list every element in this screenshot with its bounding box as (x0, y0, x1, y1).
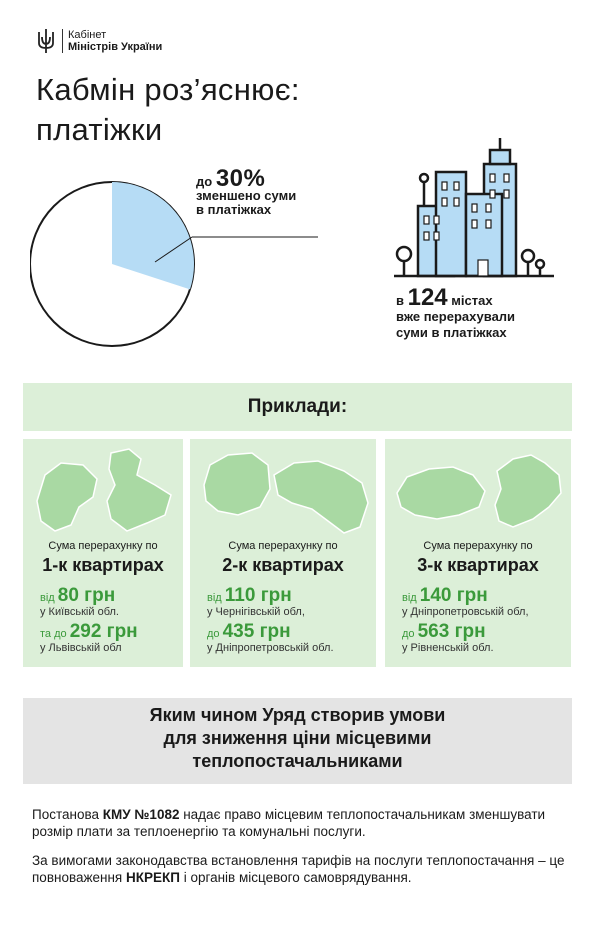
card-1-region-1: у Київській обл. (40, 606, 119, 618)
card-2-head: 2-к квартирах (222, 555, 344, 575)
cities-prefix: в (396, 293, 408, 308)
pie-prefix: до (196, 174, 216, 189)
card-1-amount-2 (40, 621, 138, 643)
card-2-amount-2 (207, 621, 291, 643)
card-1-amount-1 (40, 585, 115, 607)
pie-line2: в платіжках (196, 202, 272, 217)
title-line1: Кабмін роз’яснює: (36, 72, 300, 107)
pie-slice (112, 182, 194, 289)
paragraph-2-text-b: і органів місцевого самоврядування. (179, 870, 412, 885)
card-2-sub: Сума перерахунку по (228, 540, 338, 552)
card-2-amount-2-value: 435 грн (222, 621, 291, 642)
map-dnipro-rivne-icon (393, 445, 565, 537)
card-1-sub: Сума перерахунку по (48, 540, 158, 552)
example-card-2 (190, 439, 376, 667)
logo-text (62, 29, 162, 53)
paragraph-2-bold: НКРЕКП (126, 870, 180, 885)
cities-line3: суми в платіжках (396, 325, 507, 340)
pie-line1: зменшено суми (196, 188, 297, 203)
page-title (36, 70, 300, 150)
gov-line3: теплопостачальниками (192, 751, 403, 771)
city-buildings-icon (394, 136, 554, 278)
card-2-amount-2-prefix: до (207, 628, 223, 640)
logo-line2: Міністрів України (68, 41, 163, 53)
card-3-region-1: у Дніпропетровській обл, (402, 606, 529, 618)
cities-line2: вже перерахували (396, 309, 516, 324)
logo-line1: Кабінет (68, 29, 107, 41)
trident-icon (36, 28, 56, 54)
paragraph-2 (32, 852, 572, 886)
cities-value: 124 (407, 284, 448, 311)
card-1-head: 1-к квартирах (42, 555, 164, 575)
paragraph-1-text-b: надає право місцевим теплопостачальникам зменшувати розмір плати за теплоенергію та комунальні послуги. (32, 807, 546, 839)
card-2-amount-1 (207, 585, 292, 607)
map-kyiv-lviv-icon (31, 445, 175, 537)
card-3-region-2: у Рівненській обл. (402, 642, 494, 654)
logo (36, 28, 162, 54)
card-2-region-2: у Дніпропетровській обл. (207, 642, 334, 654)
gov-line2: для зниження ціни місцевими (163, 728, 432, 748)
examples-banner: Приклади: (23, 383, 572, 431)
card-2-amount-1-value: 110 грн (224, 585, 292, 606)
government-banner (23, 698, 572, 784)
card-2-region-1: у Чернігівській обл, (207, 606, 305, 618)
card-2-amount-1-prefix: від (207, 592, 225, 604)
paragraph-1-bold: КМУ №1082 (102, 807, 180, 822)
cities-suffix: містах (447, 293, 493, 308)
card-3-amount-1 (402, 585, 488, 607)
paragraph-1-text-a: Постанова (32, 807, 103, 822)
example-card-1 (23, 439, 183, 667)
card-3-amount-1-value: 140 грн (419, 585, 488, 606)
example-card-3 (385, 439, 571, 667)
paragraph-1 (32, 806, 572, 840)
card-1-region-2: у Львівській обл (40, 642, 122, 654)
card-3-amount-1-prefix: від (402, 592, 420, 604)
card-3-head: 3-к квартирах (417, 555, 539, 575)
card-3-amount-2-value: 563 грн (417, 621, 486, 642)
card-1-amount-1-prefix: від (40, 592, 58, 604)
pie-label (196, 165, 297, 217)
title-line2: платіжки (36, 112, 163, 147)
card-3-amount-2 (402, 621, 486, 643)
paragraph-2-text-a: За вимогами законодавства встановлення тарифів на послуги теплопостачання – це повноваження (32, 853, 565, 885)
cities-label (396, 284, 516, 341)
card-1-amount-1-value: 80 грн (57, 585, 116, 606)
card-3-amount-2-prefix: до (402, 628, 418, 640)
gov-line1: Яким чином Уряд створив умови (149, 705, 446, 725)
pie-value: 30% (215, 165, 266, 192)
card-1-amount-2-prefix: та до (40, 628, 70, 640)
card-3-sub: Сума перерахунку по (423, 540, 533, 552)
map-chernihiv-dnipro-icon (198, 445, 370, 537)
card-1-amount-2-value: 292 грн (69, 621, 138, 642)
